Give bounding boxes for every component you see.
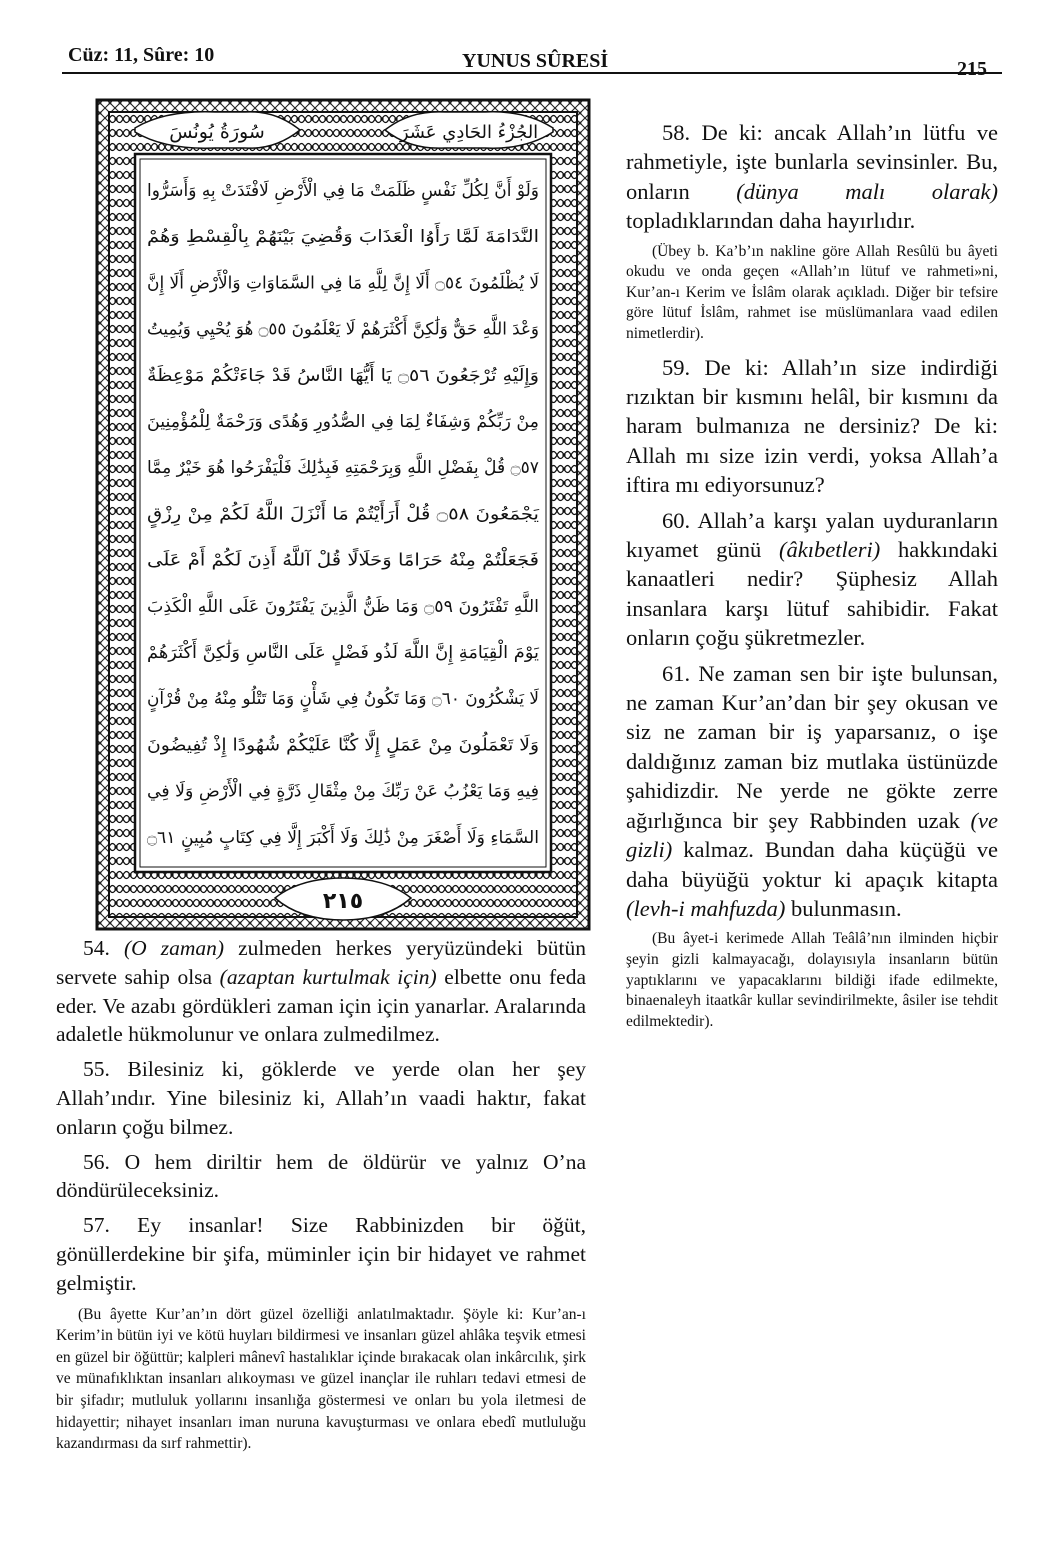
right-column [626,118,998,1040]
arabic-line: وَإِلَيْهِ تُرْجَعُونَ ۝٥٦ يَا أَيُّهَا النَّاسُ قَدْ جَاءَتْكُمْ مَوْعِظَةٌ [147,365,527,386]
note-61: (Bu âyet-i kerimede Allah Teâlâ’nın ilminden hiçbir şeyin gizli kalmayacağı, dolayısıyla insanların bütün yaptıklarını ve yapacaklarını bildiği ifade edilmekte, binaenaleyh itaatkâr kullar sevindirilmekte, âsiler ise tehdit edilmektedir). [626,930,998,1030]
header-rule [62,72,1002,74]
arabic-line: فِيهِ وَمَا يَعْزُبُ عَنْ رَبِّكَ مِنْ مِثْقَالِ ذَرَّةٍ فِي الْأَرْضِ وَلَا فِي [147,781,533,802]
page-number: 215 [957,58,987,80]
arabic-line: وَلَا تَعْمَلُونَ مِنْ عَمَلٍ إِلَّا كُنَّا عَلَيْكُمْ شُهُودًا إِذْ تُفِيضُونَ [147,735,503,756]
arabic-line: السَّمَاءِ وَلَا أَصْغَرَ مِنْ ذَٰلِكَ وَلَا أَكْبَرَ إِلَّا فِي كِتَابٍ مُبِينٍ ۝٦١ [146,827,536,848]
arabic-line: فَجَعَلْتُمْ مِنْهُ حَرَامًا وَحَلَالًا قُلْ آللَّهُ أَذِنَ لَكُمْ أَمْ عَلَى [147,550,488,571]
note-58: (Übey b. Ka’b’ın nakline göre Allah Resûlü bu âyeti okudu ve onda geçen «Allah’ın lütuf ve rahmeti»ni, Kur’an-ı Kerim ve İslâm olarak açıkladı. Diğer bir tefsire göre lütuf İslâm, rahmet ise müslümanlara vaad edilen nimetlerdir). [626,242,998,342]
arabic-line: يَجْمَعُونَ ۝٥٨ قُلْ أَرَأَيْتُمْ مَا أَنْزَلَ اللَّهُ لَكُمْ مِنْ رِزْقٍ [147,504,530,525]
arabic-line: لَا يَشْكُرُونَ ۝٦٠ وَمَا تَكُونُ فِي شَأْنٍ وَمَا تَتْلُو مِنْهُ مِنْ قُرْآنٍ [147,689,540,710]
ayah-54: 54. (O zaman) zulmeden herkes yeryüzündeki bütün servete sahip olsa (azaptan kurtulmak için) elbette onu feda eder. Ve azabı gördükleri zaman için için yanarlar. Aralarında adaletle hükmolunur ve onlara zulmedilmez. [56,936,587,1047]
ayah-58: 58. De ki: ancak Allah’ın lütfu ve rahmetiyle, işte bunlarla sevinsinler. Bu, onların (dünya malı olarak) topladıklarından daha hayırlıdır. [626,120,998,234]
arabic-line: يَوْمَ الْقِيَامَةِ إِنَّ اللَّهَ لَذُو فَضْلٍ عَلَى النَّاسِ وَلَٰكِنَّ أَكْثَرَهُمْ [147,643,521,663]
arabic-line: اللَّهِ تَفْتَرُونَ ۝٥٩ وَمَا ظَنُّ الَّذِينَ يَفْتَرُونَ عَلَى اللَّهِ الْكَذِبَ [147,596,537,617]
ayah-57: 57. Ey insanlar! Size Rabbinizden bir öğüt, gönüllerdekine bir şifa, müminler için bir hidayet ve rahmet gelmiştir. [56,1213,586,1295]
note-57: (Bu âyette Kur’an’ın dört güzel özelliği anlatılmaktadır. Şöyle ki: Kur’an-ı Kerim’in bütün iyi ve kötü huyları bildirmesi ve insanları güzel ahlâka teşvik etmesi en güzel bir öğüttür; kalpleri mânevî hastalıklar içinde bırakacak olan inkârcılık, şirk ve münafıklıktan insanları alıkoyması ve güzel inançlar ile ruhları tedavi etmesi de bir şifadır; mutluluk yollarını insanlığa göstermesi ve onları bu yola iletmesi de hidayettir; nihayet insanları iman nuruna kavuşturması ve onlara ebedî mutluluğu kazandırması da sırf rahmettir). [56,1305,586,1453]
page-number-arabic: ٢١٥ [322,889,364,914]
juz-surah-label: Cüz: 11, Sûre: 10 [68,44,215,66]
mushaf-frame [95,98,591,931]
arabic-line: النَّدَامَةَ لَمَّا رَأَوُا الْعَذَابَ وَقُضِيَ بَيْنَهُمْ بِالْقِسْطِ وَهُمْ [147,227,489,248]
ayah-55: 55. Bilesiniz ki, göklerde ve yerde olan her şey Allah’ındır. Yine bilesiniz ki, Allah’ın vaadi haktır, fakat onların çoğu bilmez. [56,1057,586,1139]
arabic-line: وَلَوْ أَنَّ لِكُلِّ نَفْسٍ ظَلَمَتْ مَا فِي الْأَرْضِ لَافْتَدَتْ بِهِ وَأَسَرُّوا [147,181,540,201]
ayah-61: 61. Ne zaman sen bir işte bulunsan, ne zaman Kur’an’dan bir şey okusan ve siz ne zaman bir iş yaparsanız, o işe daldığınız zaman biz mutlaka üstünüzde şahidizdir. Ne yerde ne gökte zerre ağırlığınca bir şey Rabbinden uzak (ve gizli) kalmaz. Bundan daha küçüğü ve daha büyüğü yoktur ki apaçık kitapta (levh-i mahfuzda) bulunmasın. [626,660,998,921]
arabic-line: لَا يُظْلَمُونَ ۝٥٤ أَلَا إِنَّ لِلَّهِ مَا فِي السَّمَاوَاتِ وَالْأَرْضِ أَلَا إِنَّ [146,273,540,294]
arabic-text-lines [146,176,544,853]
arabic-line: ۝٥٧ قُلْ بِفَضْلِ اللَّهِ وَبِرَحْمَتِهِ فَبِذَٰلِكَ فَلْيَفْرَحُوا هُوَ خَيْرٌ مِمَّا [147,458,539,479]
ayah-56: 56. O hem diriltir hem de öldürür ve yalnız O’na döndürüleceksiniz. [56,1149,586,1203]
arabic-line: مِنْ رَبِّكُمْ وَشِفَاءٌ لِمَا فِي الصُّدُورِ وَهُدًى وَرَحْمَةٌ لِلْمُؤْمِنِينَ [147,412,530,432]
surah-label-arabic: سُورَةُ يُونُسَ [169,121,265,143]
left-column [56,934,586,1461]
ayah-59: 59. De ki: Allah’ın size indirdiği rızıktan bir kısmını helâl, bir kısmını da haram bulmanıza ne dersiniz? De ki: Allah mı size izin verdi, yoksa Allah’a iftira mı ediyorsunuz? [626,354,998,498]
juz-label-arabic: الجُزْءُ الحَادِي عَشَرَ [399,122,539,143]
ayah-60: 60. Allah’a karşı yalan uyduranların kıyamet günü (âkıbetleri) hakkındaki kanaatleri nedir? Şüphesiz Allah insanlara karşı lütuf sahibidir. Fakat onların çoğu şükretmezler. [626,507,998,651]
surah-title: YUNUS SÛRESİ [462,50,609,72]
arabic-line: وَعْدَ اللَّهِ حَقٌّ وَلَٰكِنَّ أَكْثَرَهُمْ لَا يَعْلَمُونَ ۝٥٥ هُوَ يُحْيِي وَيُمِيتُ [147,319,544,340]
